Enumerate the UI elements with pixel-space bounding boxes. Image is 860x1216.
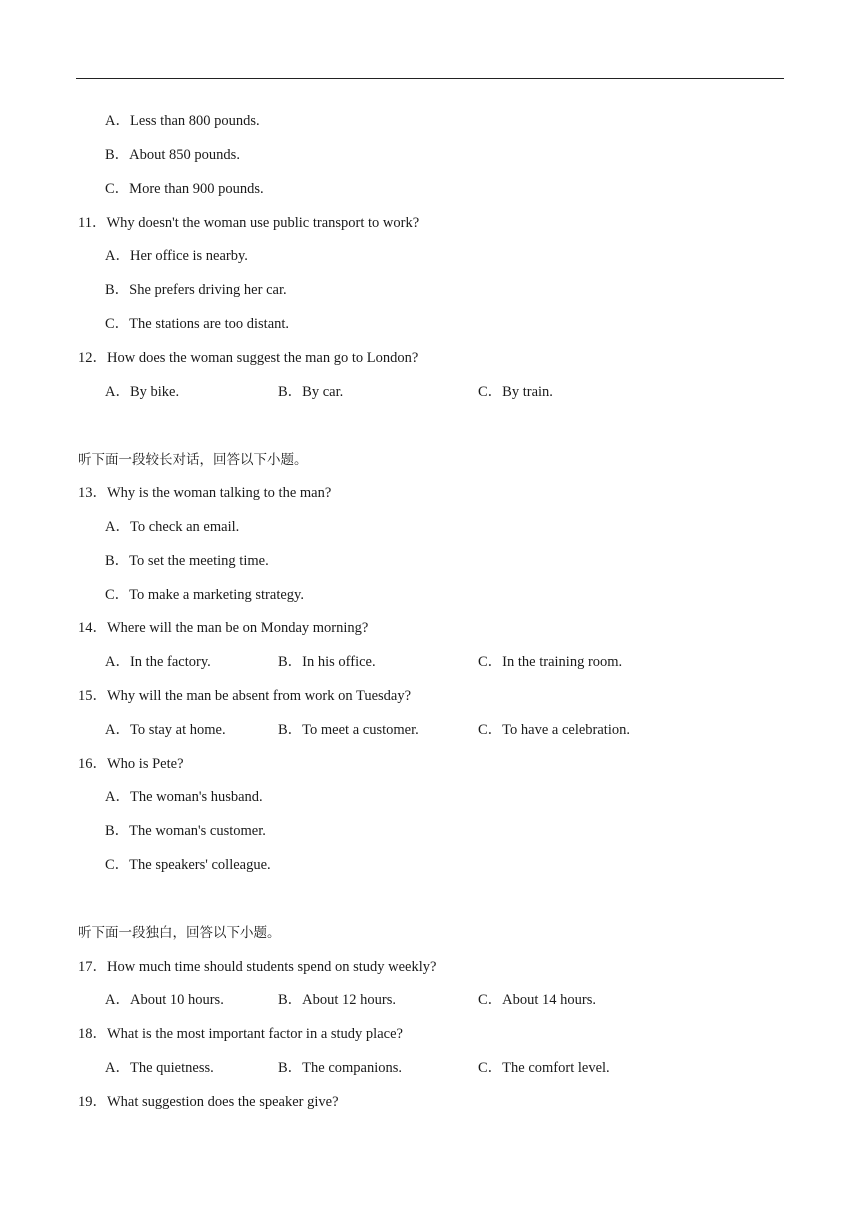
q12-stem: 12．How does the woman suggest the man go to London? [78, 350, 419, 366]
q15-option-b: B．To meet a customer. [278, 722, 419, 738]
q10-option-a: A．Less than 800 pounds. [105, 113, 260, 129]
q14-option-c: C．In the training room. [478, 654, 623, 670]
q11-option-c: C．The stations are too distant. [105, 316, 290, 332]
q10-option-c: C．More than 900 pounds. [105, 181, 264, 197]
header-rule [76, 78, 784, 79]
q13-stem: 13．Why is the woman talking to the man? [78, 485, 332, 501]
q18-stem: 18．What is the most important factor in a study place? [78, 1026, 403, 1042]
q15-stem: 15．Why will the man be absent from work on Tuesday? [78, 688, 412, 704]
q16-option-a: A．The woman's husband. [105, 789, 263, 805]
q13-option-c: C．To make a marketing strategy. [105, 587, 304, 603]
q18-option-b: B．The companions. [278, 1060, 403, 1076]
q17-option-b: B．About 12 hours. [278, 992, 397, 1008]
q13-option-a: A．To check an email. [105, 519, 240, 535]
section-heading-monologue: 听下面一段独白，回答以下小题。 [78, 925, 281, 941]
q18-option-c: C．The comfort level. [478, 1060, 610, 1076]
q17-option-c: C．About 14 hours. [478, 992, 597, 1008]
q17-stem: 17．How much time should students spend on study weekly? [78, 959, 437, 975]
q15-option-c: C．To have a celebration. [478, 722, 630, 738]
q12-option-a: A．By bike. [105, 384, 180, 400]
q18-option-a: A．The quietness. [105, 1060, 214, 1076]
q11-stem: 11．Why doesn't the woman use public transport to work? [78, 215, 420, 231]
section-heading-long-dialogue: 听下面一段较长对话，回答以下小题。 [78, 452, 308, 468]
q19-stem: 19．What suggestion does the speaker give? [78, 1094, 339, 1110]
q16-option-b: B．The woman's customer. [105, 823, 266, 839]
q14-stem: 14．Where will the man be on Monday morning? [78, 620, 369, 636]
q11-option-a: A．Her office is nearby. [105, 248, 248, 264]
q15-option-a: A．To stay at home. [105, 722, 226, 738]
q12-option-b: B．By car. [278, 384, 344, 400]
q16-option-c: C．The speakers' colleague. [105, 857, 271, 873]
q12-option-c: C．By train. [478, 384, 553, 400]
q14-option-b: B．In his office. [278, 654, 376, 670]
q14-option-a: A．In the factory. [105, 654, 211, 670]
q10-option-b: B．About 850 pounds. [105, 147, 240, 163]
q17-option-a: A．About 10 hours. [105, 992, 224, 1008]
q11-option-b: B．She prefers driving her car. [105, 282, 287, 298]
q16-stem: 16．Who is Pete? [78, 756, 184, 772]
q13-option-b: B．To set the meeting time. [105, 553, 269, 569]
